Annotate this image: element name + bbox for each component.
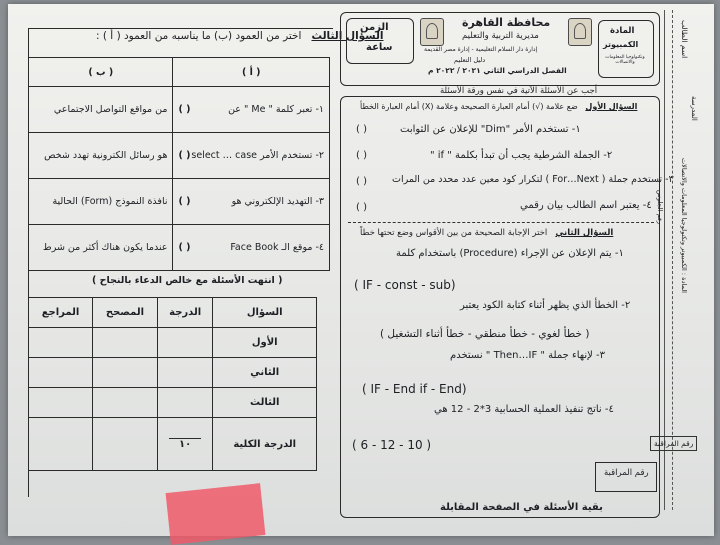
matching-row bbox=[29, 133, 330, 179]
time-label: الزمن bbox=[360, 22, 389, 33]
grade-cell[interactable] bbox=[29, 418, 93, 471]
matching-row bbox=[29, 179, 330, 225]
matching-cell-b bbox=[29, 133, 173, 179]
matching-cell-a bbox=[173, 179, 330, 225]
time-value: ساعة bbox=[366, 42, 393, 53]
margin-name-label: اسم الطالب bbox=[680, 20, 689, 59]
answer-paren[interactable]: ( ) bbox=[178, 150, 191, 161]
grades-row-label: الدرجة الكلية bbox=[213, 418, 317, 471]
matching-cell-b bbox=[29, 179, 173, 225]
margin-subject-line: المادة : الكمبيوتر وتكنولوجيا المعلومات والاتصالات bbox=[680, 158, 688, 293]
matching-b-text: من مواقع التواصل الاجتماعي bbox=[53, 104, 168, 115]
q1-answer-paren[interactable]: ( ) bbox=[356, 176, 367, 187]
matching-table bbox=[28, 57, 330, 271]
q2-question: ٤- ناتج تنفيذ العملية الحسابية 3*2 - 12 هي bbox=[434, 404, 614, 415]
general-instruction: أجب عن الأسئلة الآتية في نفس ورقة الأسئلة bbox=[440, 86, 598, 96]
matching-cell-a bbox=[173, 225, 330, 271]
grades-header: السؤال bbox=[213, 298, 317, 328]
margin-cut-line bbox=[672, 10, 673, 510]
grades-row bbox=[29, 418, 317, 471]
q2-header bbox=[360, 228, 613, 238]
grades-header: المراجع bbox=[29, 298, 93, 328]
matching-b-text: هو رسائل الكترونية تهدد شخص bbox=[44, 150, 168, 161]
matching-a-text: ١- تعبر كلمة " Me " عن bbox=[228, 104, 324, 115]
q2-options[interactable]: ( IF - const - sub) bbox=[354, 278, 456, 292]
grades-row-label: الأول bbox=[213, 328, 317, 358]
q2-instruction: اختر الإجابة الصحيحة من بين الأقواس وضع تحتها خطاً bbox=[360, 228, 548, 238]
answer-paren[interactable]: ( ) bbox=[178, 196, 191, 207]
grades-header: المصحح bbox=[93, 298, 158, 328]
subject-sub: وتكنولوجيا المعلومات والاتصالات bbox=[605, 55, 645, 65]
matching-cell-a bbox=[173, 87, 330, 133]
continue-note: بقية الأسئلة في الصفحة المقابلة bbox=[440, 502, 603, 513]
matching-a-text: ٤- موقع الـ Face Book bbox=[230, 242, 324, 253]
matching-cell-b bbox=[29, 87, 173, 133]
grade-cell[interactable] bbox=[29, 388, 93, 418]
grade-cell[interactable] bbox=[157, 358, 213, 388]
red-sticker bbox=[166, 483, 266, 545]
col-b-header: ( ب ) bbox=[29, 58, 173, 87]
q2-options[interactable]: ( خطأ لغوي - خطأ منطقي - خطأ أثناء التشغيل ) bbox=[380, 328, 590, 340]
grade-cell[interactable] bbox=[157, 388, 213, 418]
col-a-header: ( أ ) bbox=[173, 58, 330, 87]
grades-row-label: الثالث bbox=[213, 388, 317, 418]
grade-total-cell bbox=[157, 418, 213, 471]
section-divider bbox=[348, 222, 654, 223]
matching-header-row bbox=[29, 58, 330, 87]
q2-question: ٢- الخطأ الذي يظهر أثناء كتابة الكود يعتبر bbox=[460, 300, 631, 311]
grade-total: ١٠ bbox=[169, 438, 201, 450]
q1-instruction: ضع علامة (√) أمام العبارة الصحيحة وعلامة (X) أمام العبارة الخطأ bbox=[360, 102, 578, 111]
q3-title: السؤال الثالث bbox=[311, 30, 384, 42]
matching-a-text: ٢- تستخدم الأمر select … case bbox=[191, 150, 324, 161]
answer-paren[interactable]: ( ) bbox=[178, 104, 191, 115]
grade-cell[interactable] bbox=[93, 358, 158, 388]
department: إدارة دار السلام التعليمية - إدارة مصر القديمة bbox=[424, 46, 538, 53]
governorate-seal-icon bbox=[568, 18, 592, 46]
matching-b-text: نافذة النموذج (Form) الحالية bbox=[52, 196, 168, 207]
answer-paren[interactable]: ( ) bbox=[178, 242, 191, 253]
grades-row bbox=[29, 328, 317, 358]
grades-header-row bbox=[29, 298, 317, 328]
matching-cell-a bbox=[173, 133, 330, 179]
q2-options[interactable]: ( 6 - 12 - 10 ) bbox=[352, 438, 432, 452]
q1-title: السؤال الأول bbox=[585, 102, 638, 111]
grade-cell[interactable] bbox=[157, 328, 213, 358]
grade-cell[interactable] bbox=[29, 358, 93, 388]
grades-table bbox=[28, 297, 317, 471]
q1-answer-paren[interactable]: ( ) bbox=[356, 150, 367, 161]
ministry-seal-icon bbox=[420, 18, 444, 46]
margin-committee-label: رقم الجلوس bbox=[656, 190, 664, 225]
grades-row-label: الثاني bbox=[213, 358, 317, 388]
matching-row bbox=[29, 87, 330, 133]
q1-item: ٤- يعتبر اسم الطالب بيان رقمي bbox=[520, 200, 652, 211]
margin-observer: رقم المراقبة bbox=[650, 436, 697, 451]
grades-row bbox=[29, 388, 317, 418]
q1-header bbox=[360, 102, 637, 111]
matching-cell-b bbox=[29, 225, 173, 271]
q2-question: ٣- لإنهاء جملة " Then…IF " نستخدم bbox=[450, 350, 605, 361]
grade-cell[interactable] bbox=[93, 328, 158, 358]
q1-item: ٣- تستخدم جملة ( For…Next ) لتكرار كود معين عدد محدد من المرات bbox=[392, 174, 674, 185]
q1-item: ١- تستخدم الأمر "Dim" للإعلان عن الثوابت bbox=[400, 124, 581, 135]
observer-label: رقم المراقبة bbox=[604, 468, 649, 478]
grades-header: الدرجة bbox=[157, 298, 213, 328]
term: الفصل الدراسي الثاني ٢٠٢١ / ٢٠٢٢ م bbox=[428, 66, 567, 75]
margin-school-label: المدرسة bbox=[690, 96, 698, 121]
matching-a-text: ٣- التهديد الإلكتروني هو bbox=[231, 196, 324, 207]
q2-options[interactable]: ( IF - End if - End) bbox=[362, 382, 467, 396]
grades-row bbox=[29, 358, 317, 388]
directorate: مديرية التربية والتعليم bbox=[462, 31, 539, 41]
q2-question: ١- يتم الإعلان عن الإجراء (Procedure) باستخدام كلمة bbox=[396, 248, 624, 259]
grade-cell[interactable] bbox=[29, 328, 93, 358]
governorate: محافظة القاهرة bbox=[462, 16, 551, 29]
matching-row bbox=[29, 225, 330, 271]
admin-line: دليل التعليم bbox=[454, 56, 486, 64]
q1-answer-paren[interactable]: ( ) bbox=[356, 124, 367, 135]
end-note: ( انتهت الأسئلة مع خالص الدعاء بالنجاح ) bbox=[92, 275, 283, 286]
matching-b-text: عندما يكون هناك أكثر من شرط bbox=[42, 242, 168, 253]
q2-title: السؤال الثاني bbox=[555, 228, 614, 238]
q3-instruction: اختر من العمود (ب) ما يناسبه من العمود ( أ ) : bbox=[96, 30, 302, 42]
q1-answer-paren[interactable]: ( ) bbox=[356, 202, 367, 213]
subject-label: المادة bbox=[610, 26, 635, 36]
subject-name: الكمبيوتر bbox=[603, 40, 639, 49]
margin-fold-line bbox=[664, 10, 665, 510]
grade-cell[interactable] bbox=[93, 388, 158, 418]
grade-cell[interactable] bbox=[93, 418, 158, 471]
q1-item: ٢- الجملة الشرطية يجب أن تبدأ بكلمة " if " bbox=[430, 150, 613, 161]
